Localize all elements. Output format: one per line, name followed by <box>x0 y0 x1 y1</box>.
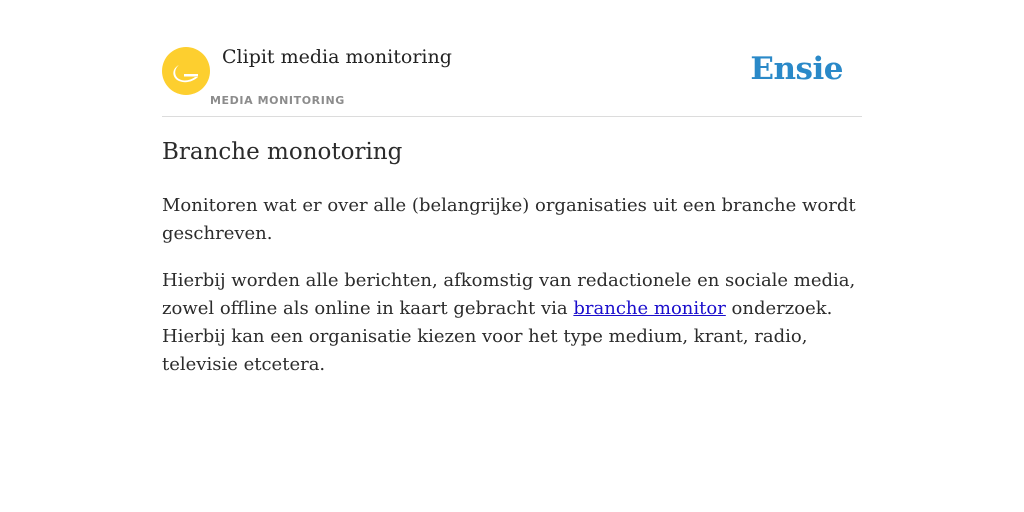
term-title: Branche monotoring <box>162 139 403 165</box>
source-logo[interactable] <box>162 47 210 95</box>
definition-paragraph-2 <box>162 267 862 379</box>
category-label[interactable]: MEDIA MONITORING <box>210 94 345 107</box>
header <box>162 0 862 117</box>
definition-paragraph-1: Monitoren wat er over alle (belangrijke) organisaties uit een branche wordt geschreven. <box>162 195 856 244</box>
definition-text-after-link: onderzoek. Hierbij kan een organisatie kiezen voor het type medium, krant, radio, televisie etcetera. <box>162 298 833 375</box>
moon-icon <box>162 47 210 95</box>
source-name[interactable]: Clipit media monitoring <box>222 46 452 68</box>
page <box>162 0 862 375</box>
branche-monitor-link[interactable]: branche monitor <box>573 298 726 319</box>
definition <box>162 192 862 398</box>
brand-logo[interactable]: Ensie <box>750 51 843 87</box>
definition-text-before-link: Hierbij worden alle berichten, afkomstig van redactionele en sociale media, zowel offline als online in kaart gebracht via <box>162 270 856 319</box>
